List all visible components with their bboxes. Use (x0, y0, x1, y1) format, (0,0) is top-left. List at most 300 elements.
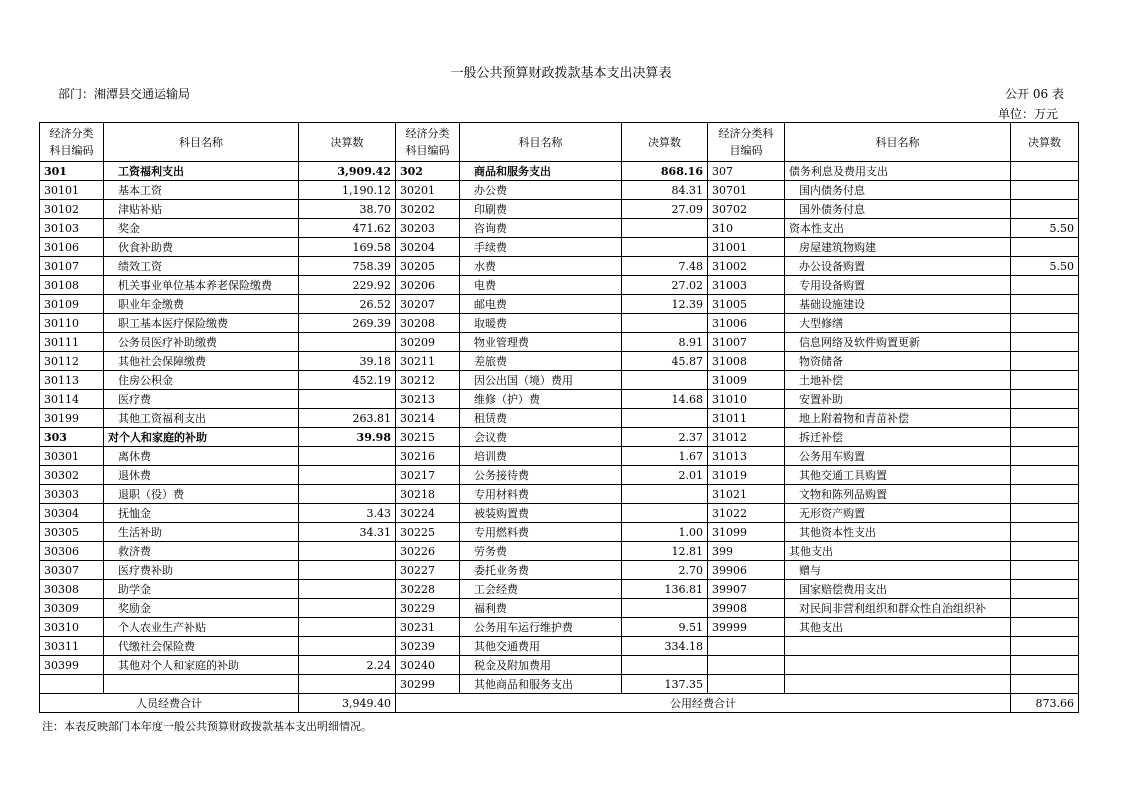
table-row (40, 238, 1079, 257)
amount-cell: 5.50 (1011, 257, 1079, 276)
table-row (40, 219, 1079, 238)
amount-cell (1011, 466, 1079, 485)
amount-cell (1011, 447, 1079, 466)
code-cell: 30308 (40, 580, 104, 599)
name-cell: 会议费 (460, 428, 622, 447)
code-cell: 30214 (396, 409, 460, 428)
name-cell: 专用燃料费 (460, 523, 622, 542)
name-cell: 专用材料费 (460, 485, 622, 504)
amount-cell: 1.67 (622, 447, 708, 466)
amount-cell: 39.18 (299, 352, 396, 371)
amount-cell (622, 599, 708, 618)
amount-cell: 38.70 (299, 200, 396, 219)
amount-cell (622, 314, 708, 333)
amount-cell (299, 675, 396, 694)
code-cell: 30217 (396, 466, 460, 485)
table-row (40, 618, 1079, 637)
amount-cell: 26.52 (299, 295, 396, 314)
name-cell (785, 675, 1011, 694)
name-cell: 住房公积金 (104, 371, 299, 390)
table-row (40, 295, 1079, 314)
code-cell: 30218 (396, 485, 460, 504)
name-cell: 对民间非营利组织和群众性自治组织补 (785, 599, 1011, 618)
code-cell: 310 (708, 219, 785, 238)
amount-cell (299, 485, 396, 504)
code-cell: 30399 (40, 656, 104, 675)
code-cell: 30215 (396, 428, 460, 447)
name-cell: 物业管理费 (460, 333, 622, 352)
amount-cell: 2.70 (622, 561, 708, 580)
name-cell: 对个人和家庭的补助 (104, 428, 299, 447)
name-cell: 文物和陈列品购置 (785, 485, 1011, 504)
name-cell: 其他交通工具购置 (785, 466, 1011, 485)
code-cell: 31010 (708, 390, 785, 409)
table-row (40, 637, 1079, 656)
amount-cell: 2.37 (622, 428, 708, 447)
name-cell: 退职（役）费 (104, 485, 299, 504)
code-cell: 30101 (40, 181, 104, 200)
header-code-2: 经济分类 科目编码 (396, 123, 460, 162)
code-cell: 30228 (396, 580, 460, 599)
code-cell: 31013 (708, 447, 785, 466)
amount-cell (622, 656, 708, 675)
name-cell: 商品和服务支出 (460, 162, 622, 181)
name-cell: 其他支出 (785, 618, 1011, 637)
amount-cell: 5.50 (1011, 219, 1079, 238)
amount-cell (1011, 162, 1079, 181)
amount-cell (299, 390, 396, 409)
name-cell: 咨询费 (460, 219, 622, 238)
name-cell: 债务利息及费用支出 (785, 162, 1011, 181)
header-amount-3: 决算数 (1011, 123, 1079, 162)
name-cell: 其他交通费用 (460, 637, 622, 656)
table-body (40, 123, 1079, 713)
code-cell: 30240 (396, 656, 460, 675)
name-cell: 绩效工资 (104, 257, 299, 276)
table-row (40, 447, 1079, 466)
code-cell: 30114 (40, 390, 104, 409)
name-cell: 机关事业单位基本养老保险缴费 (104, 276, 299, 295)
amount-cell (622, 409, 708, 428)
code-cell: 30302 (40, 466, 104, 485)
name-cell: 其他商品和服务支出 (460, 675, 622, 694)
name-cell: 其他对个人和家庭的补助 (104, 656, 299, 675)
amount-cell (1011, 371, 1079, 390)
code-cell: 31007 (708, 333, 785, 352)
code-cell: 30701 (708, 181, 785, 200)
code-cell: 30202 (396, 200, 460, 219)
name-cell: 基本工资 (104, 181, 299, 200)
code-cell (708, 637, 785, 656)
amount-cell (1011, 276, 1079, 295)
table-row (40, 181, 1079, 200)
amount-cell: 34.31 (299, 523, 396, 542)
code-cell: 31002 (708, 257, 785, 276)
table-row (40, 428, 1079, 447)
name-cell: 福利费 (460, 599, 622, 618)
code-cell: 30216 (396, 447, 460, 466)
code-cell: 30209 (396, 333, 460, 352)
code-cell: 30111 (40, 333, 104, 352)
table-row (40, 257, 1079, 276)
name-cell: 邮电费 (460, 295, 622, 314)
name-cell: 物资储备 (785, 352, 1011, 371)
amount-cell: 12.39 (622, 295, 708, 314)
amount-cell (1011, 542, 1079, 561)
name-cell: 公务员医疗补助缴费 (104, 333, 299, 352)
name-cell: 津贴补贴 (104, 200, 299, 219)
code-cell: 30108 (40, 276, 104, 295)
amount-cell: 868.16 (622, 162, 708, 181)
table-row (40, 561, 1079, 580)
name-cell: 电费 (460, 276, 622, 295)
public-total-label: 公用经费合计 (396, 694, 1011, 713)
name-cell: 公务接待费 (460, 466, 622, 485)
code-cell: 30307 (40, 561, 104, 580)
amount-cell: 3.43 (299, 504, 396, 523)
name-cell: 代缴社会保险费 (104, 637, 299, 656)
name-cell: 退休费 (104, 466, 299, 485)
name-cell: 劳务费 (460, 542, 622, 561)
code-cell: 31008 (708, 352, 785, 371)
name-cell: 房屋建筑物购建 (785, 238, 1011, 257)
name-cell: 工资福利支出 (104, 162, 299, 181)
table-row (40, 599, 1079, 618)
name-cell: 信息网络及软件购置更新 (785, 333, 1011, 352)
header-name-1: 科目名称 (104, 123, 299, 162)
code-cell: 307 (708, 162, 785, 181)
amount-cell (1011, 352, 1079, 371)
name-cell: 差旅费 (460, 352, 622, 371)
code-cell: 30211 (396, 352, 460, 371)
code-cell: 31005 (708, 295, 785, 314)
code-cell: 301 (40, 162, 104, 181)
amount-cell (1011, 428, 1079, 447)
code-cell: 30303 (40, 485, 104, 504)
unit-label: 单位：万元 (997, 107, 1058, 121)
amount-cell: 45.87 (622, 352, 708, 371)
page-title: 一般公共预算财政拨款基本支出决算表 (450, 66, 672, 81)
name-cell: 办公设备购置 (785, 257, 1011, 276)
name-cell: 办公费 (460, 181, 622, 200)
table-row (40, 371, 1079, 390)
amount-cell (622, 371, 708, 390)
name-cell: 奖励金 (104, 599, 299, 618)
amount-cell: 263.81 (299, 409, 396, 428)
code-cell: 30301 (40, 447, 104, 466)
header-code-1: 经济分类 科目编码 (40, 123, 104, 162)
amount-cell: 3,909.42 (299, 162, 396, 181)
name-cell: 个人农业生产补贴 (104, 618, 299, 637)
code-cell: 30239 (396, 637, 460, 656)
expenditure-table (39, 122, 1079, 713)
code-cell: 30208 (396, 314, 460, 333)
amount-cell: 14.68 (622, 390, 708, 409)
code-cell: 30103 (40, 219, 104, 238)
code-cell: 30204 (396, 238, 460, 257)
amount-cell (299, 542, 396, 561)
name-cell: 委托业务费 (460, 561, 622, 580)
department-label: 部门：湘潭县交通运输局 (58, 87, 191, 101)
amount-cell (1011, 561, 1079, 580)
name-cell: 印刷费 (460, 200, 622, 219)
name-cell: 医疗费补助 (104, 561, 299, 580)
table-row (40, 352, 1079, 371)
amount-cell (1011, 485, 1079, 504)
code-cell: 399 (708, 542, 785, 561)
amount-cell (622, 219, 708, 238)
code-cell: 30229 (396, 599, 460, 618)
table-row (40, 466, 1079, 485)
amount-cell: 471.62 (299, 219, 396, 238)
amount-cell: 269.39 (299, 314, 396, 333)
code-cell: 31006 (708, 314, 785, 333)
name-cell: 职工基本医疗保险缴费 (104, 314, 299, 333)
code-cell: 30309 (40, 599, 104, 618)
name-cell: 专用设备购置 (785, 276, 1011, 295)
code-cell: 31009 (708, 371, 785, 390)
name-cell: 地上附着物和青苗补偿 (785, 409, 1011, 428)
table-row (40, 390, 1079, 409)
code-cell (708, 656, 785, 675)
code-cell: 30310 (40, 618, 104, 637)
name-cell: 其他资本性支出 (785, 523, 1011, 542)
name-cell: 取暖费 (460, 314, 622, 333)
code-cell: 30112 (40, 352, 104, 371)
name-cell: 助学金 (104, 580, 299, 599)
amount-cell (1011, 637, 1079, 656)
amount-cell (1011, 523, 1079, 542)
name-cell: 抚恤金 (104, 504, 299, 523)
amount-cell: 7.48 (622, 257, 708, 276)
amount-cell (299, 618, 396, 637)
name-cell: 因公出国（境）费用 (460, 371, 622, 390)
code-cell: 31001 (708, 238, 785, 257)
name-cell: 手续费 (460, 238, 622, 257)
amount-cell: 452.19 (299, 371, 396, 390)
code-cell: 30107 (40, 257, 104, 276)
table-row (40, 542, 1079, 561)
amount-cell: 1.00 (622, 523, 708, 542)
code-cell: 30225 (396, 523, 460, 542)
code-cell: 30207 (396, 295, 460, 314)
code-cell (40, 675, 104, 694)
code-cell: 31099 (708, 523, 785, 542)
code-cell: 30213 (396, 390, 460, 409)
amount-cell (299, 637, 396, 656)
code-cell: 303 (40, 428, 104, 447)
amount-cell: 1,190.12 (299, 181, 396, 200)
code-cell: 31012 (708, 428, 785, 447)
name-cell: 公务用车运行维护费 (460, 618, 622, 637)
name-cell (785, 637, 1011, 656)
amount-cell: 229.92 (299, 276, 396, 295)
name-cell: 租赁费 (460, 409, 622, 428)
table-row (40, 314, 1079, 333)
code-cell: 39908 (708, 599, 785, 618)
public-total-value: 873.66 (1011, 694, 1079, 713)
table-row (40, 580, 1079, 599)
code-cell: 302 (396, 162, 460, 181)
form-code-label: 公开 06 表 (1005, 87, 1064, 101)
name-cell: 拆迁补偿 (785, 428, 1011, 447)
name-cell: 水费 (460, 257, 622, 276)
table-row (40, 523, 1079, 542)
code-cell: 30206 (396, 276, 460, 295)
code-cell: 30113 (40, 371, 104, 390)
header-amount-2: 决算数 (622, 123, 708, 162)
amount-cell: 334.18 (622, 637, 708, 656)
code-cell: 30203 (396, 219, 460, 238)
name-cell (104, 675, 299, 694)
table-row (40, 333, 1079, 352)
name-cell: 职业年金缴费 (104, 295, 299, 314)
name-cell: 国内债务付息 (785, 181, 1011, 200)
amount-cell (1011, 181, 1079, 200)
name-cell: 伙食补助费 (104, 238, 299, 257)
header-name-3: 科目名称 (785, 123, 1011, 162)
amount-cell: 84.31 (622, 181, 708, 200)
name-cell: 离休费 (104, 447, 299, 466)
amount-cell: 169.58 (299, 238, 396, 257)
name-cell: 国外债务付息 (785, 200, 1011, 219)
amount-cell (1011, 295, 1079, 314)
amount-cell (1011, 656, 1079, 675)
amount-cell (299, 466, 396, 485)
code-cell: 39999 (708, 618, 785, 637)
table-row (40, 276, 1079, 295)
amount-cell (622, 485, 708, 504)
amount-cell (299, 561, 396, 580)
name-cell: 其他工资福利支出 (104, 409, 299, 428)
header-amount-1: 决算数 (299, 123, 396, 162)
amount-cell (1011, 200, 1079, 219)
name-cell: 维修（护）费 (460, 390, 622, 409)
amount-cell (299, 580, 396, 599)
code-cell: 31022 (708, 504, 785, 523)
amount-cell: 39.98 (299, 428, 396, 447)
code-cell: 30110 (40, 314, 104, 333)
amount-cell: 8.91 (622, 333, 708, 352)
amount-cell (1011, 504, 1079, 523)
amount-cell (1011, 580, 1079, 599)
code-cell: 30311 (40, 637, 104, 656)
code-cell: 30226 (396, 542, 460, 561)
code-cell: 30224 (396, 504, 460, 523)
table-row (40, 162, 1079, 181)
code-cell: 31021 (708, 485, 785, 504)
code-cell: 30199 (40, 409, 104, 428)
amount-cell (1011, 675, 1079, 694)
code-cell (708, 675, 785, 694)
code-cell: 30304 (40, 504, 104, 523)
code-cell: 30702 (708, 200, 785, 219)
amount-cell: 2.24 (299, 656, 396, 675)
amount-cell (1011, 333, 1079, 352)
code-cell: 30109 (40, 295, 104, 314)
amount-cell (299, 333, 396, 352)
amount-cell: 9.51 (622, 618, 708, 637)
name-cell: 基础设施建设 (785, 295, 1011, 314)
name-cell: 生活补助 (104, 523, 299, 542)
name-cell: 税金及附加费用 (460, 656, 622, 675)
code-cell: 30205 (396, 257, 460, 276)
table-row (40, 200, 1079, 219)
name-cell: 其他社会保障缴费 (104, 352, 299, 371)
amount-cell: 136.81 (622, 580, 708, 599)
table-row (40, 504, 1079, 523)
name-cell: 赠与 (785, 561, 1011, 580)
footnote: 注：本表反映部门本年度一般公共预算财政拨款基本支出明细情况。 (42, 720, 372, 733)
table-row (40, 675, 1079, 694)
code-cell: 39906 (708, 561, 785, 580)
code-cell: 30306 (40, 542, 104, 561)
code-cell: 30106 (40, 238, 104, 257)
amount-cell (1011, 409, 1079, 428)
name-cell: 工会经费 (460, 580, 622, 599)
amount-cell (1011, 238, 1079, 257)
amount-cell (299, 447, 396, 466)
name-cell: 救济费 (104, 542, 299, 561)
code-cell: 31011 (708, 409, 785, 428)
name-cell: 被装购置费 (460, 504, 622, 523)
amount-cell (299, 599, 396, 618)
code-cell: 31019 (708, 466, 785, 485)
amount-cell (1011, 618, 1079, 637)
name-cell: 奖金 (104, 219, 299, 238)
amount-cell (1011, 314, 1079, 333)
name-cell: 资本性支出 (785, 219, 1011, 238)
name-cell: 大型修缮 (785, 314, 1011, 333)
code-cell: 30305 (40, 523, 104, 542)
amount-cell: 12.81 (622, 542, 708, 561)
amount-cell: 137.35 (622, 675, 708, 694)
amount-cell: 758.39 (299, 257, 396, 276)
code-cell: 31003 (708, 276, 785, 295)
code-cell: 30231 (396, 618, 460, 637)
code-cell: 30299 (396, 675, 460, 694)
personnel-total-label: 人员经费合计 (40, 694, 299, 713)
amount-cell (1011, 599, 1079, 618)
amount-cell: 27.02 (622, 276, 708, 295)
name-cell: 安置补助 (785, 390, 1011, 409)
name-cell: 公务用车购置 (785, 447, 1011, 466)
amount-cell (1011, 390, 1079, 409)
name-cell: 其他支出 (785, 542, 1011, 561)
header-name-2: 科目名称 (460, 123, 622, 162)
name-cell: 土地补偿 (785, 371, 1011, 390)
table-row (40, 409, 1079, 428)
code-cell: 30227 (396, 561, 460, 580)
code-cell: 30212 (396, 371, 460, 390)
name-cell: 无形资产购置 (785, 504, 1011, 523)
table-row (40, 656, 1079, 675)
name-cell: 国家赔偿费用支出 (785, 580, 1011, 599)
header-code-3: 经济分类科 目编码 (708, 123, 785, 162)
name-cell: 医疗费 (104, 390, 299, 409)
totals-row (40, 694, 1079, 713)
name-cell (785, 656, 1011, 675)
code-cell: 30102 (40, 200, 104, 219)
personnel-total-value: 3,949.40 (299, 694, 396, 713)
amount-cell: 27.09 (622, 200, 708, 219)
amount-cell (622, 504, 708, 523)
table-row (40, 485, 1079, 504)
code-cell: 39907 (708, 580, 785, 599)
header-row (40, 123, 1079, 162)
amount-cell: 2.01 (622, 466, 708, 485)
name-cell: 培训费 (460, 447, 622, 466)
